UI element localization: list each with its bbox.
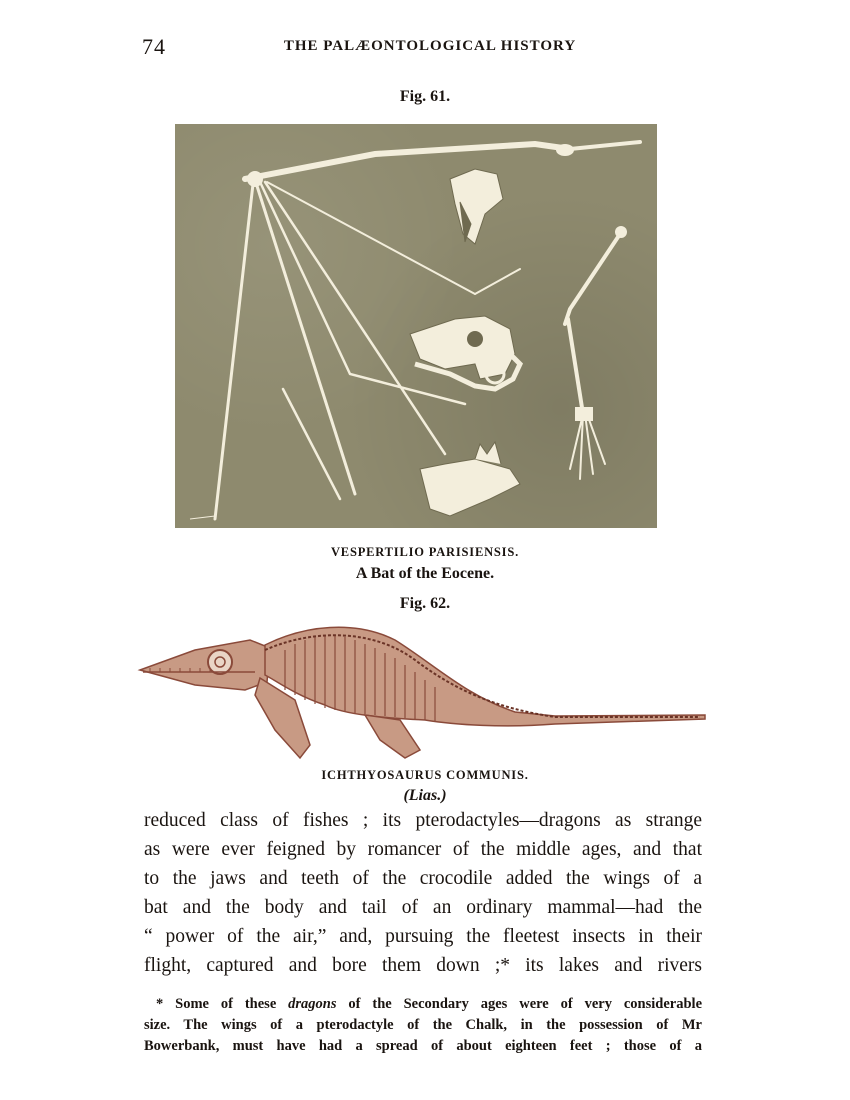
body-line: bat and the body and tail of an ordinary mammal—had the bbox=[144, 897, 702, 918]
bat-skeleton-illustration bbox=[175, 124, 657, 528]
body-text bbox=[144, 806, 702, 980]
body-line: to the jaws and teeth of the crocodile added the wings of a bbox=[144, 868, 702, 889]
body-line: as were ever feigned by romancer of the middle ages, and that bbox=[144, 839, 702, 860]
footnote-line bbox=[144, 994, 702, 1015]
figure-61-species-name: VESPERTILIO PARISIENSIS. bbox=[330, 545, 520, 559]
bat-skeleton-plate bbox=[175, 124, 657, 528]
footnote-text: of the Secondary ages were of very considerable bbox=[336, 996, 703, 1012]
running-head: THE PALÆONTOLOGICAL HISTORY bbox=[283, 38, 577, 54]
footnote-line: Bowerbank, must have had a spread of about eighteen feet ; those of a bbox=[144, 1038, 702, 1054]
figure-62-label: Fig. 62. bbox=[399, 595, 451, 612]
footnote-line: size. The wings of a pterodactyle of the Chalk, in the possession of Mr bbox=[144, 1017, 702, 1033]
footnote bbox=[144, 994, 702, 1057]
figure-62-species-name: ICHTHYOSAURUS COMMUNIS. bbox=[321, 768, 529, 782]
figure-61-description: A Bat of the Eocene. bbox=[355, 565, 495, 582]
figure-62-description: (Lias.) bbox=[403, 787, 447, 804]
page-number: 74 bbox=[142, 34, 166, 59]
figure-61-label: Fig. 61. bbox=[399, 88, 451, 105]
body-line: reduced class of fishes ; its pterodactyles—dragons as strange bbox=[144, 810, 702, 831]
ichthyosaurus-illustration bbox=[135, 620, 710, 762]
body-line: flight, captured and bore them down ;* its lakes and rivers bbox=[144, 955, 702, 976]
footnote-emphasis: dragons bbox=[288, 996, 337, 1012]
footnote-text: Some of these bbox=[175, 996, 289, 1012]
footnote-marker: * bbox=[156, 996, 164, 1012]
body-line: “ power of the air,” and, pursuing the fleetest insects in their bbox=[144, 926, 702, 947]
